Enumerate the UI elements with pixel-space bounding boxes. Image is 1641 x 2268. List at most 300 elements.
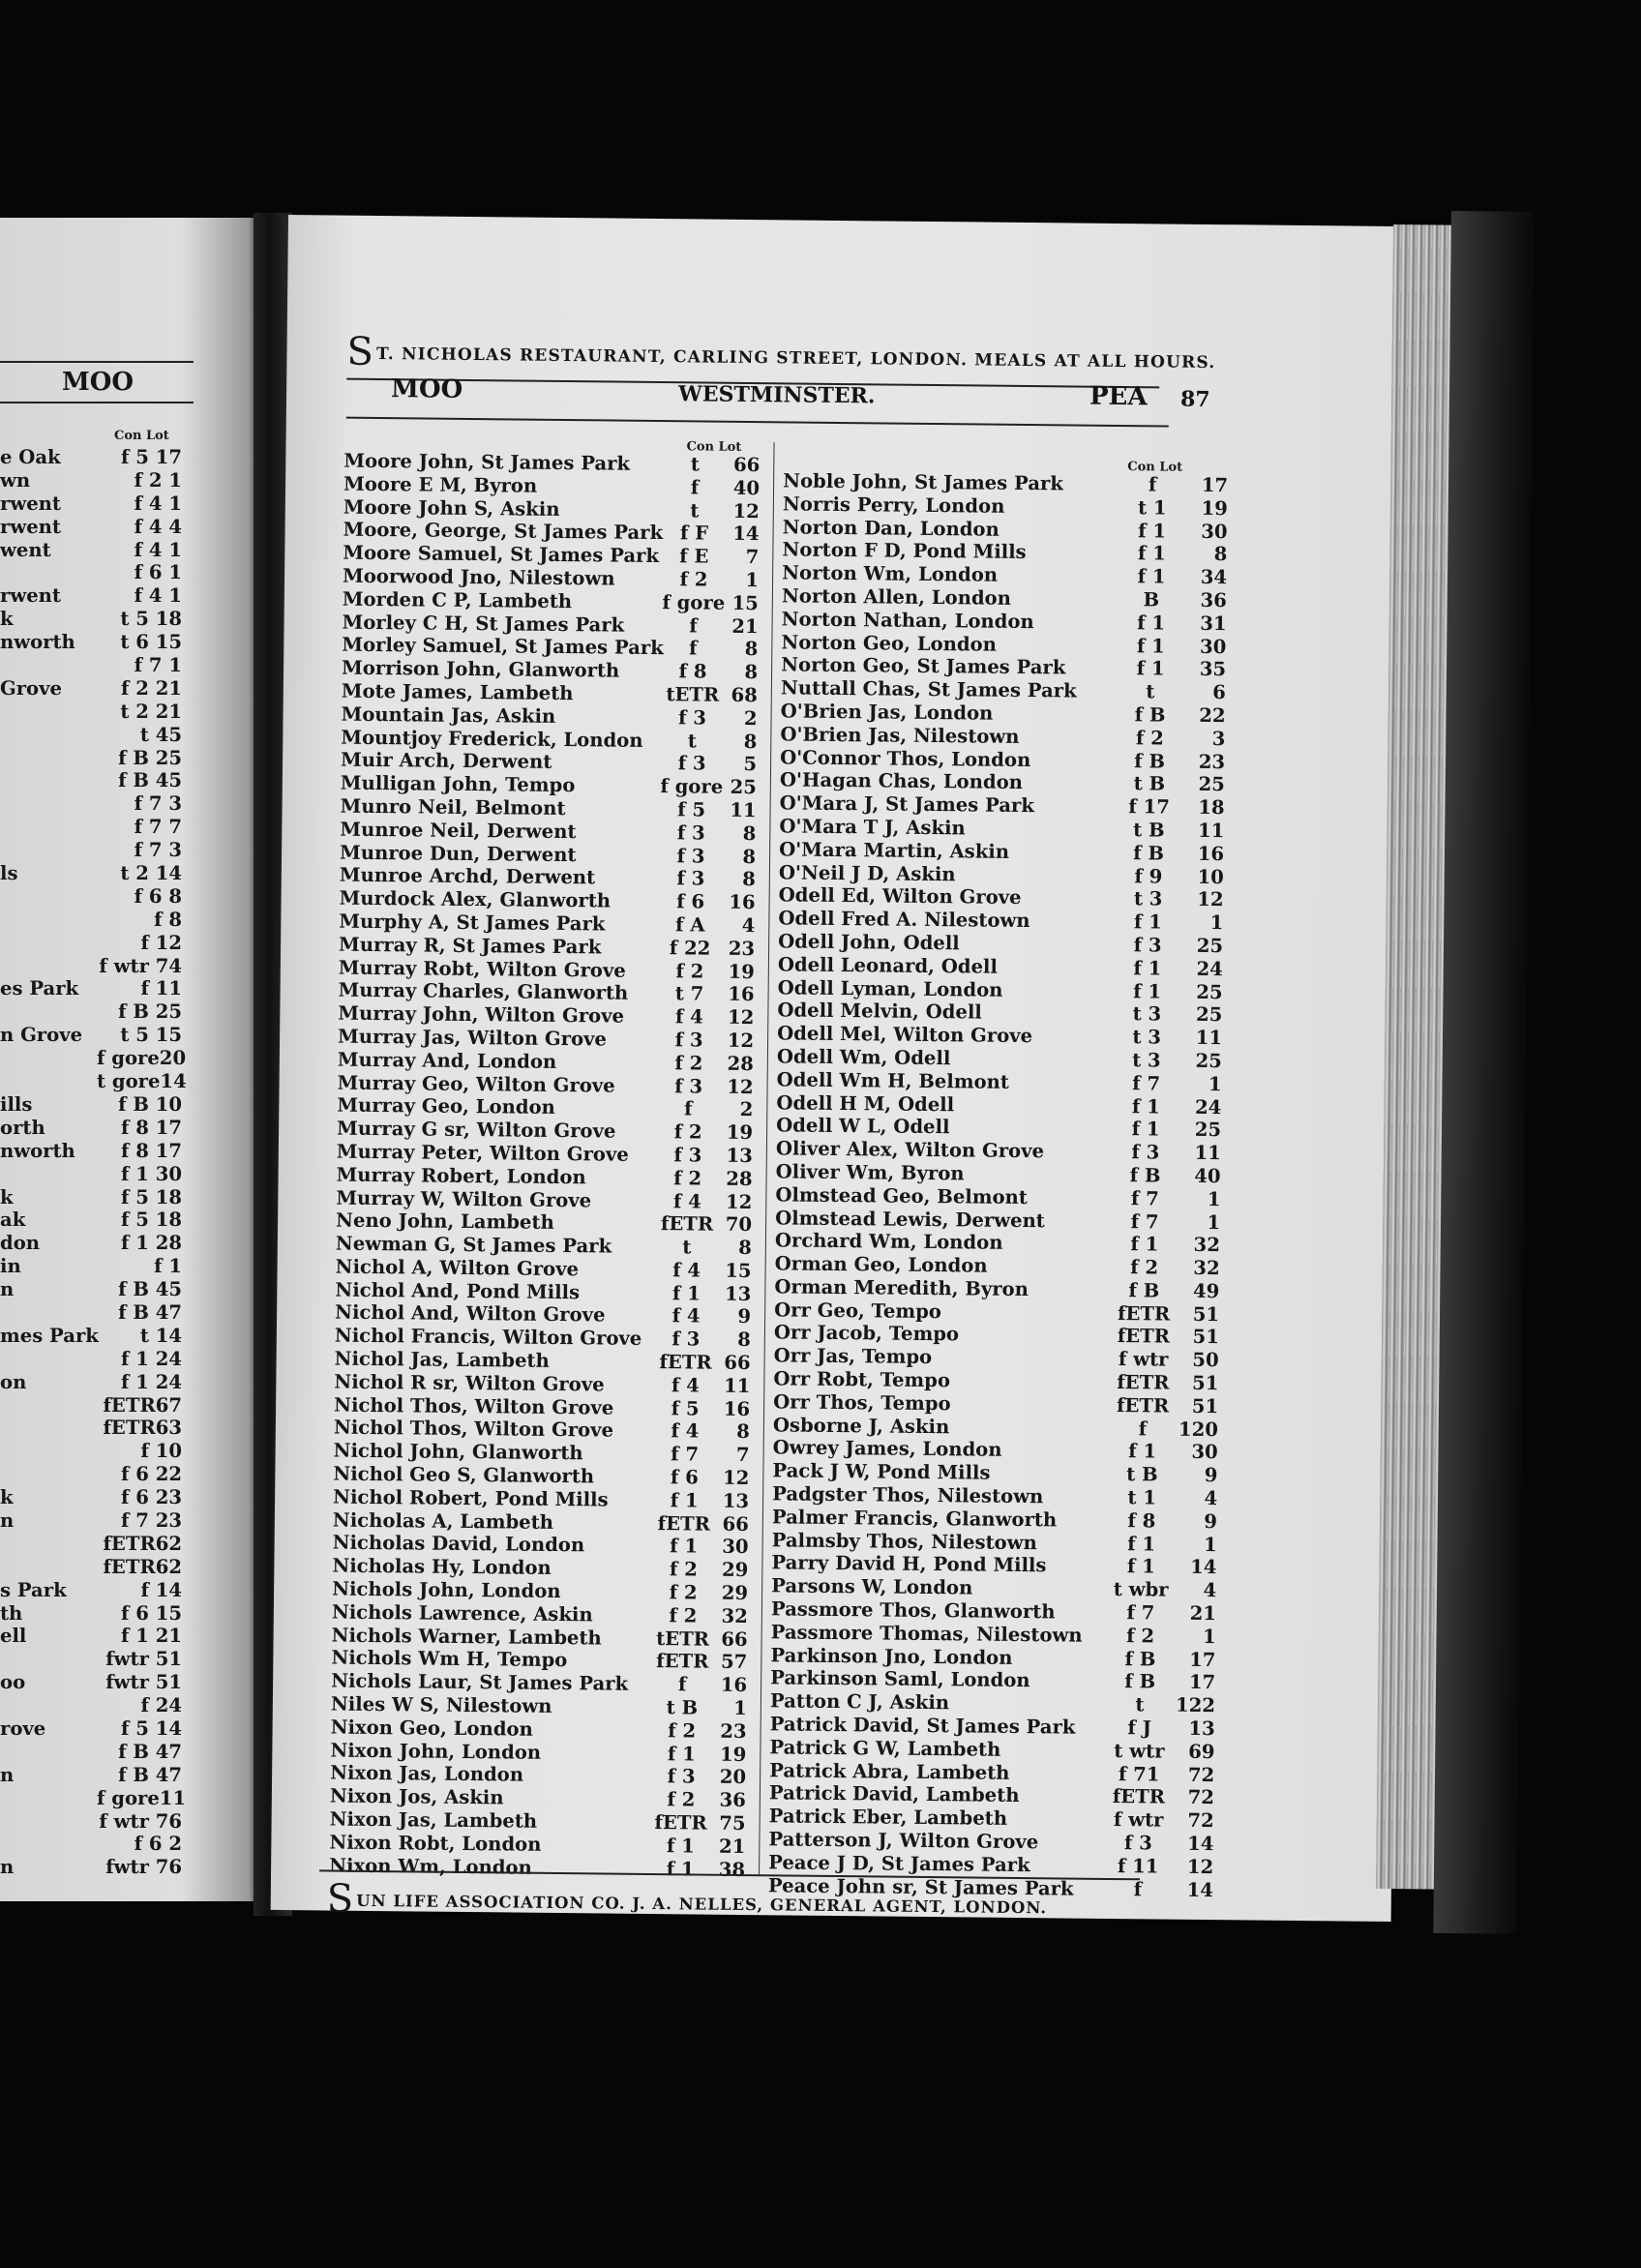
previous-page-entry <box>0 1140 259 1163</box>
previous-entry-name-fragment: n <box>0 1856 15 1879</box>
entry-lot: 19 <box>726 1120 754 1145</box>
entry-concession: f 1 <box>1138 519 1167 543</box>
page-number: 87 <box>1179 386 1210 412</box>
previous-entry-name-fragment: ills <box>0 1092 33 1116</box>
previous-entry-con-lot: f 8 17 <box>121 1116 182 1139</box>
entry-lot: 16 <box>1197 842 1225 865</box>
entry-name: Odell Ed, Wilton Grove <box>778 883 1022 910</box>
previous-entry-name-fragment: rove <box>0 1716 46 1740</box>
previous-page-entry <box>0 539 259 562</box>
entry-lot: 9 <box>737 1305 752 1328</box>
entry-concession: f 1 <box>1126 1555 1155 1578</box>
entry-name: Norton Geo, St James Park <box>781 653 1066 679</box>
entry-lot: 57 <box>720 1651 748 1674</box>
previous-entry-con-lot: f 14 <box>140 1578 182 1601</box>
previous-entry-con-lot: fETR67 <box>103 1393 182 1417</box>
entry-concession: f 1 <box>666 1834 695 1858</box>
entry-concession: f 4 <box>672 1189 701 1213</box>
entry-lot: 66 <box>721 1627 748 1651</box>
entry-name: Mote James, Lambeth <box>341 679 574 705</box>
entry-concession: f B <box>1124 1647 1156 1671</box>
entry-name: Morden C P, Lambeth <box>342 587 573 612</box>
previous-page-entry <box>0 1741 259 1764</box>
directory-page <box>271 215 1409 1922</box>
entry-concession: f 1 <box>1133 910 1162 934</box>
entry-lot: 1 <box>1207 1187 1221 1210</box>
previous-entry-name-fragment: orth <box>0 1116 45 1139</box>
entry-name: Nicholas David, London <box>332 1532 585 1557</box>
entry-lot: 50 <box>1192 1349 1219 1372</box>
entry-concession: f 8 <box>678 660 707 683</box>
entry-concession: t 3 <box>1132 1049 1161 1072</box>
previous-entry-con-lot: f 6 22 <box>121 1463 182 1486</box>
running-head-left: MOO <box>390 374 463 404</box>
entry-concession: f E <box>679 545 709 568</box>
entry-lot: 12 <box>732 499 760 522</box>
entry-lot: 13 <box>724 1282 752 1305</box>
entry-lot: 8 <box>736 1420 750 1444</box>
previous-entry-name-fragment: oo <box>0 1671 26 1694</box>
entry-concession: f 1 <box>1131 1118 1160 1141</box>
entry-lot: 8 <box>744 638 759 661</box>
entry-lot: 12 <box>1186 1855 1214 1878</box>
previous-page-entry <box>0 1671 259 1694</box>
entry-name: Munro Neil, Belmont <box>340 794 566 820</box>
entry-lot: 29 <box>721 1581 749 1605</box>
previous-page-entry <box>0 677 259 701</box>
previous-entry-con-lot: f 24 <box>140 1694 182 1717</box>
entry-name: Odell Leonard, Odell <box>777 953 999 978</box>
entry-lot: 1 <box>745 568 760 592</box>
previous-page-entry <box>0 1463 259 1486</box>
entry-lot: 32 <box>1193 1256 1220 1280</box>
previous-entry-con-lot: f B 47 <box>118 1763 182 1786</box>
previous-page-entry <box>0 955 259 978</box>
entry-lot: 28 <box>726 1167 753 1190</box>
entry-name: Odell Fred A. Nilestown <box>778 907 1030 933</box>
previous-entry-name-fragment: ak <box>0 1209 26 1232</box>
previous-entry-con-lot: f 2 1 <box>134 468 182 492</box>
previous-entry-con-lot: f 6 8 <box>134 884 182 908</box>
previous-page-entry <box>0 862 259 885</box>
entry-concession: fETR <box>1112 1785 1166 1808</box>
entry-concession: fETR <box>1117 1325 1171 1349</box>
entry-name: O'Mara T J, Askin <box>779 815 966 840</box>
entry-concession: B <box>1143 588 1160 612</box>
previous-page-entry <box>0 654 259 677</box>
previous-page-entry <box>0 1509 259 1533</box>
entry-lot: 24 <box>1194 1095 1222 1119</box>
previous-entry-name-fragment: on <box>0 1370 27 1393</box>
previous-entry-name-fragment: s Park <box>0 1578 67 1601</box>
entry-concession: f <box>677 1673 687 1696</box>
entry-lot: 122 <box>1175 1693 1216 1717</box>
entry-name: Murray Charles, Glanworth <box>338 978 629 1005</box>
entry-concession: f 2 <box>669 1581 698 1604</box>
entry-lot: 8 <box>742 845 757 868</box>
entry-lot: 13 <box>722 1489 750 1512</box>
running-head-center: WESTMINSTER. <box>677 381 876 409</box>
previous-entry-name-fragment: in <box>0 1255 21 1278</box>
entry-lot: 19 <box>728 960 755 983</box>
previous-page-entry <box>0 1348 259 1371</box>
previous-entry-con-lot: f 4 4 <box>134 515 182 538</box>
previous-entry-con-lot: t 5 15 <box>120 1024 182 1047</box>
previous-page-entry <box>0 909 259 932</box>
entry-concession: f 71 <box>1118 1762 1160 1786</box>
previous-page-entry <box>0 1186 259 1209</box>
entry-concession: f 17 <box>1128 795 1171 819</box>
entry-name: Orr Jas, Tempo <box>773 1344 933 1369</box>
previous-entry-con-lot: f 1 <box>154 1255 182 1278</box>
entry-concession: f 7 <box>1130 1209 1159 1233</box>
entry-concession: f <box>689 613 698 638</box>
previous-page-entry <box>0 792 259 816</box>
entry-name: Nichol Robert, Pond Mills <box>333 1485 609 1511</box>
entry-concession: f <box>690 476 700 499</box>
previous-entry-con-lot: f 1 28 <box>121 1232 182 1255</box>
entry-name: Nichol Thos, Wilton Grove <box>334 1393 614 1419</box>
entry-name: Odell Mel, Wilton Grove <box>777 1022 1033 1048</box>
previous-page-entry <box>0 1325 259 1348</box>
entry-concession: f A <box>674 913 705 937</box>
entry-concession: f <box>1138 1417 1148 1441</box>
entry-concession: t <box>687 729 697 753</box>
previous-entry-con-lot: fETR62 <box>103 1532 182 1555</box>
entry-name: Orchard Wm, London <box>774 1229 1003 1255</box>
previous-page-entry <box>0 631 259 654</box>
entry-name: Peace John sr, St James Park <box>767 1873 1074 1900</box>
entry-name: Orr Robt, Tempo <box>773 1367 951 1392</box>
entry-lot: 2 <box>739 1098 754 1121</box>
entry-name: Murray And, London <box>337 1048 557 1073</box>
previous-page-entry <box>0 1764 259 1787</box>
previous-page-entry <box>0 1093 259 1117</box>
entry-name: O'Neil J D, Askin <box>778 860 956 885</box>
entry-lot: 6 <box>1212 681 1227 704</box>
entry-name: Moore Samuel, St James Park <box>343 541 660 568</box>
entry-lot: 29 <box>721 1559 749 1582</box>
entry-name: Patton C J, Askin <box>769 1689 950 1715</box>
entry-name: Nichol R sr, Wilton Grove <box>334 1370 605 1396</box>
entry-concession: t <box>1135 1693 1145 1716</box>
previous-page-entry <box>0 839 259 862</box>
entry-lot: 16 <box>728 983 755 1006</box>
entry-concession: f 3 <box>676 867 705 890</box>
previous-page-entry <box>0 1533 259 1556</box>
header-drop-cap: S <box>346 329 375 374</box>
entry-name: Norris Perry, London <box>782 492 1005 518</box>
entry-lot: 40 <box>732 476 761 499</box>
entry-name: Parkinson Saml, London <box>770 1666 1030 1692</box>
entry-lot: 8 <box>737 1328 751 1352</box>
running-head-right: PEA <box>1089 381 1148 412</box>
entry-name: Orman Meredith, Byron <box>774 1275 1029 1300</box>
entry-concession: t 3 <box>1133 887 1163 910</box>
entry-concession: f B <box>1134 703 1166 727</box>
entry-name: Murray John, Wilton Grove <box>338 1001 625 1028</box>
previous-page-entry <box>0 769 259 792</box>
entry-concession: f 3 <box>1123 1832 1152 1855</box>
entry-concession: f 5 <box>671 1396 700 1420</box>
previous-page-running-head: MOO <box>62 368 134 397</box>
previous-entry-con-lot: f 7 7 <box>134 816 182 839</box>
entry-concession: tETR <box>666 683 720 706</box>
entry-name: Noble John, St James Park <box>783 469 1063 495</box>
previous-page-entry <box>0 1232 259 1255</box>
entry-name: Nixon Jos, Askin <box>329 1784 504 1809</box>
previous-page-entry <box>0 561 259 584</box>
entry-lot: 11 <box>730 798 757 822</box>
entry-concession: t B <box>1133 772 1166 795</box>
entry-name: Parsons W, London <box>771 1574 973 1599</box>
entry-concession: f 1 <box>1136 657 1165 680</box>
entry-lot: 51 <box>1192 1371 1219 1395</box>
entry-name: Moore E M, Byron <box>343 472 538 497</box>
entry-name: Morrison John, Glanworth <box>341 656 620 682</box>
entry-lot: 51 <box>1192 1302 1220 1326</box>
entry-concession: f 2 <box>669 1558 698 1581</box>
entry-name: Norton Geo, London <box>781 630 998 656</box>
entry-name: O'Mara J, St James Park <box>779 791 1035 818</box>
entry-name: Nichol A, Wilton Grove <box>335 1255 580 1281</box>
entry-concession: fETR <box>1117 1301 1171 1326</box>
footer-drop-cap: S <box>326 1876 355 1922</box>
entry-lot: 66 <box>722 1512 749 1536</box>
entry-concession: f 3 <box>673 1144 702 1167</box>
entry-name: Moorwood Jno, Nilestown <box>342 564 615 590</box>
entry-concession: f 3 <box>677 752 706 775</box>
entry-concession: t <box>690 498 700 522</box>
entry-concession: t 1 <box>1137 496 1167 520</box>
entry-name: Nixon Robt, London <box>329 1831 542 1856</box>
entry-lot: 25 <box>1196 934 1224 958</box>
entry-name: Orr Thos, Tempo <box>773 1390 951 1416</box>
previous-page-entry <box>0 1717 259 1741</box>
entry-name: O'Hagan Chas, London <box>779 768 1024 794</box>
left-column-headers: Con Lot <box>686 439 742 455</box>
entry-concession: f <box>684 1097 693 1120</box>
previous-entry-con-lot: f B 47 <box>118 1300 182 1324</box>
entry-name: Murphy A, St James Park <box>339 910 606 936</box>
entry-concession: tETR <box>656 1626 710 1651</box>
entry-lot: 4 <box>1203 1579 1217 1602</box>
previous-entry-name-fragment: k <box>0 608 14 631</box>
entry-concession: t 3 <box>1132 1002 1162 1026</box>
entry-lot: 51 <box>1192 1326 1220 1349</box>
entry-lot: 40 <box>1194 1164 1221 1188</box>
entry-concession: f 1 <box>1137 565 1166 588</box>
entry-name: Nixon Jas, Lambeth <box>329 1807 538 1833</box>
previous-page-entry <box>0 1000 259 1024</box>
entry-lot: 36 <box>1200 588 1227 612</box>
previous-page-entry <box>0 446 259 469</box>
previous-page-entry <box>0 1810 259 1834</box>
entry-name: Nichol Thos, Wilton Grove <box>333 1417 614 1443</box>
entry-concession: f 11 <box>1117 1854 1159 1878</box>
entry-concession: f B <box>1134 749 1166 773</box>
previous-entry-con-lot: f 7 3 <box>134 839 182 862</box>
entry-concession: f 4 <box>674 1005 703 1029</box>
entry-lot: 32 <box>1193 1234 1221 1257</box>
entry-lot: 17 <box>1188 1671 1216 1694</box>
previous-page-entry <box>0 1648 259 1671</box>
previous-entry-con-lot: f B 10 <box>118 1092 182 1116</box>
entry-concession: f 22 <box>669 936 711 960</box>
previous-entry-con-lot: f 4 1 <box>134 538 182 561</box>
entry-concession: fETR <box>660 1212 714 1236</box>
previous-entry-con-lot: f 6 2 <box>134 1833 182 1856</box>
entry-name: Murray Jas, Wilton Grove <box>337 1025 608 1051</box>
previous-page-entry <box>0 701 259 724</box>
entry-name: Osborne J, Askin <box>772 1413 950 1438</box>
previous-page-entry <box>0 1856 259 1879</box>
entry-name: O'Mara Martin, Askin <box>779 838 1010 863</box>
entry-concession: f 2 <box>1135 726 1164 750</box>
entry-concession: f gore <box>660 775 724 798</box>
entry-name: Nuttall Chas, St James Park <box>780 676 1077 702</box>
entry-name: Odell Melvin, Odell <box>777 999 982 1024</box>
previous-entry-name-fragment: rwent <box>0 492 61 515</box>
entry-concession: f 1 <box>1137 542 1166 565</box>
previous-page-entry <box>0 932 259 955</box>
previous-entry-name-fragment: mes Park <box>0 1324 99 1347</box>
previous-entry-con-lot: f 6 1 <box>134 561 182 584</box>
entry-lot: 51 <box>1191 1394 1219 1418</box>
entry-lot: 15 <box>725 1259 752 1282</box>
entry-name: Orman Geo, London <box>774 1252 988 1277</box>
entry-lot: 22 <box>1199 703 1226 728</box>
entry-lot: 38 <box>718 1858 746 1881</box>
entry-concession: t 3 <box>1132 1026 1162 1049</box>
previous-entry-con-lot: f 1 30 <box>121 1162 182 1185</box>
entry-lot: 8 <box>742 868 756 891</box>
previous-page-entry <box>0 1787 259 1810</box>
entry-name: Patrick G W, Lambeth <box>769 1736 1001 1761</box>
entry-lot: 72 <box>1187 1809 1214 1833</box>
entry-lot: 11 <box>1197 819 1225 843</box>
entry-lot: 23 <box>720 1719 747 1743</box>
entry-lot: 30 <box>1201 520 1228 543</box>
entry-concession: t <box>690 453 700 476</box>
previous-entry-con-lot: f B 47 <box>118 1740 182 1763</box>
entry-lot: 16 <box>729 890 756 914</box>
entry-concession: t <box>1146 680 1155 703</box>
entry-name: Nichol And, Pond Mills <box>335 1278 581 1303</box>
entry-lot: 8 <box>743 730 758 753</box>
previous-entry-con-lot: fwtr 76 <box>105 1856 182 1879</box>
entry-concession: t wbr <box>1113 1578 1169 1601</box>
entry-lot: 49 <box>1193 1279 1220 1303</box>
entry-concession: f 3 <box>674 1074 703 1098</box>
entry-concession: t B <box>1126 1463 1158 1486</box>
previous-entry-con-lot: f 1 24 <box>121 1347 182 1370</box>
entry-name: Palmsby Thos, Nilestown <box>771 1528 1037 1554</box>
entry-concession: f 2 <box>668 1719 697 1743</box>
entry-name: Nixon Wm, London <box>329 1854 532 1879</box>
entry-lot: 8 <box>1213 543 1228 566</box>
entry-concession: f 2 <box>1126 1624 1155 1648</box>
entry-name: Norton F D, Pond Mills <box>782 538 1027 564</box>
entry-lot: 11 <box>723 1374 751 1397</box>
previous-page-entry <box>0 492 259 516</box>
entry-name: Parkinson Jno, London <box>770 1643 1013 1669</box>
previous-entry-con-lot: f 12 <box>140 931 182 954</box>
entry-lot: 1 <box>1207 1210 1221 1234</box>
entry-concession: f <box>1148 473 1157 496</box>
previous-page-entry <box>0 1047 259 1070</box>
entry-name: Murray Geo, London <box>337 1093 555 1119</box>
entry-concession: f 7 <box>1126 1601 1155 1625</box>
entry-lot: 19 <box>719 1743 747 1766</box>
entry-concession: f 2 <box>669 1604 698 1627</box>
entry-name: Munroe Dun, Derwent <box>339 841 577 866</box>
entry-name: Orr Jacob, Tempo <box>773 1321 960 1346</box>
entry-name: Mountjoy Frederick, London <box>341 726 643 752</box>
previous-entry-name-fragment: wn <box>0 468 31 492</box>
entry-lot: 8 <box>744 661 759 684</box>
previous-entry-con-lot: f 1 24 <box>121 1370 182 1393</box>
entry-name: Nixon Geo, London <box>330 1716 533 1741</box>
previous-entry-con-lot: f 1 21 <box>121 1625 182 1648</box>
entry-name: Odell Wm, Odell <box>776 1045 951 1070</box>
entry-name: Patrick David, St James Park <box>769 1713 1076 1739</box>
previous-entry-con-lot: f 5 17 <box>121 446 182 468</box>
entry-lot: 32 <box>721 1604 748 1627</box>
entry-lot: 30 <box>1199 635 1227 658</box>
entry-name: Munroe Archd, Derwent <box>339 863 596 889</box>
entry-lot: 1 <box>1209 911 1224 935</box>
entry-lot: 2 <box>743 706 758 730</box>
entry-name: Nicholas A, Lambeth <box>332 1508 554 1534</box>
entry-lot: 7 <box>745 546 760 569</box>
entry-name: Nichol Geo S, Glanworth <box>333 1462 595 1488</box>
entry-concession: f <box>688 637 698 660</box>
entry-concession: f 3 <box>671 1328 701 1351</box>
entry-name: Pack J W, Pond Mills <box>772 1459 991 1484</box>
entry-concession: f 4 <box>672 1259 701 1282</box>
entry-concession: f 5 <box>677 798 706 821</box>
entry-concession: f 1 <box>1127 1532 1156 1556</box>
entry-lot: 28 <box>727 1052 754 1075</box>
entry-lot: 5 <box>743 753 758 776</box>
entry-name: Murray R, St James Park <box>338 933 602 959</box>
previous-entry-name-fragment: nworth <box>0 1139 75 1162</box>
footer-text: UN LIFE ASSOCIATION CO. J. A. NELLES, GENERAL AGENT, LONDON. <box>356 1891 1048 1918</box>
entry-name: Olmstead Lewis, Derwent <box>775 1206 1045 1232</box>
previous-entry-name-fragment: n <box>0 1763 15 1786</box>
previous-page-entry <box>0 1602 259 1626</box>
entry-name: Padgster Thos, Nilestown <box>772 1482 1044 1508</box>
entry-concession: fETR <box>659 1351 712 1374</box>
previous-page-entry <box>0 1486 259 1509</box>
entry-name: Niles W S, Nilestown <box>330 1692 552 1717</box>
previous-entry-con-lot: f B 25 <box>118 746 182 769</box>
entries-column-right <box>768 469 1238 1901</box>
previous-entry-con-lot: fwtr 51 <box>105 1648 182 1671</box>
previous-entry-con-lot: f 8 <box>154 908 182 931</box>
entry-name: Murray Robert, London <box>336 1163 586 1188</box>
entry-concession: f 2 <box>1130 1256 1159 1279</box>
entry-lot: 17 <box>1189 1648 1216 1671</box>
previous-entry-con-lot: f 7 23 <box>121 1508 182 1532</box>
entry-concession: f wtr <box>1113 1808 1164 1832</box>
previous-entry-con-lot: fwtr 51 <box>105 1671 182 1694</box>
entry-lot: 1 <box>1203 1533 1217 1556</box>
entry-name: Palmer Francis, Glanworth <box>771 1506 1058 1532</box>
entry-lot: 66 <box>732 453 761 477</box>
entry-lot: 9 <box>1204 1509 1218 1533</box>
